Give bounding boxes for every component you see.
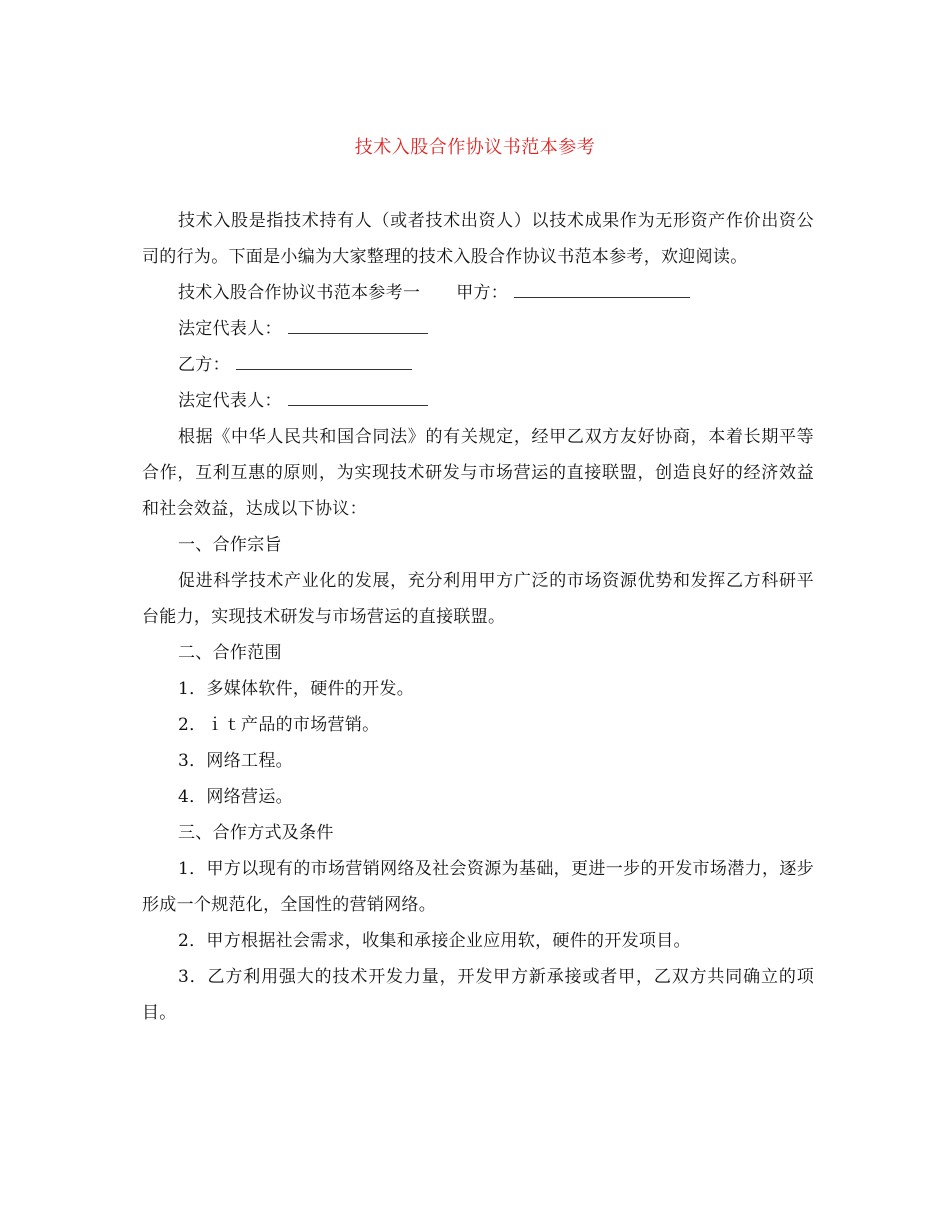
sample-heading-line — [142, 275, 814, 311]
party-a-label: 甲方： — [456, 283, 509, 303]
document-title: 技术入股合作协议书范本参考 — [354, 137, 596, 158]
sample-heading: 技术入股合作协议书范本参考一 — [178, 283, 421, 303]
legal-rep-line-2 — [142, 383, 814, 419]
party-a-blank — [514, 279, 690, 298]
section2-item-3: 3．网络工程。 — [178, 751, 293, 771]
document-body — [142, 203, 814, 1031]
legal-rep-blank-2 — [288, 387, 428, 406]
party-b-blank — [236, 351, 412, 370]
preamble-paragraph: 根据《中华人民共和国合同法》的有关规定，经甲乙双方友好协商，本着长期平等合作，互利互惠的原则，为实现技术研发与市场营运的直接联盟，创造良好的经济效益和社会效益，达成以下协议： — [142, 427, 814, 519]
section2-item-1: 1．多媒体软件，硬件的开发。 — [178, 679, 415, 699]
legal-rep-label-2: 法定代表人： — [178, 391, 282, 411]
section3-item-3: 3．乙方利用强大的技术开发力量，开发甲方新承接或者甲，乙双方共同确立的项目。 — [142, 967, 814, 1023]
section1-heading: 一、合作宗旨 — [178, 535, 282, 555]
party-b-line — [142, 347, 814, 383]
section1-text: 促进科学技术产业化的发展，充分利用甲方广泛的市场资源优势和发挥乙方科研平台能力，实现技术研发与市场营运的直接联盟。 — [142, 571, 814, 627]
section3-item-1: 1．甲方以现有的市场营销网络及社会资源为基础，更进一步的开发市场潜力，逐步形成一个规范化，全国性的营销网络。 — [142, 859, 814, 915]
party-b-label: 乙方： — [178, 355, 230, 375]
section3-item-2: 2．甲方根据社会需求，收集和承接企业应用软，硬件的开发项目。 — [178, 931, 691, 951]
legal-rep-blank-1 — [288, 315, 428, 334]
section2-heading: 二、合作范围 — [178, 643, 282, 663]
section2-item-2: 2．ｉｔ产品的市场营销。 — [178, 715, 380, 735]
legal-rep-line-1 — [142, 311, 814, 347]
section2-item-4: 4．网络营运。 — [178, 787, 293, 807]
intro-paragraph: 技术入股是指技术持有人（或者技术出资人）以技术成果作为无形资产作价出资公司的行为。下面是小编为大家整理的技术入股合作协议书范本参考，欢迎阅读。 — [142, 211, 814, 267]
section3-heading: 三、合作方式及条件 — [178, 823, 334, 843]
legal-rep-label-1: 法定代表人： — [178, 319, 282, 339]
